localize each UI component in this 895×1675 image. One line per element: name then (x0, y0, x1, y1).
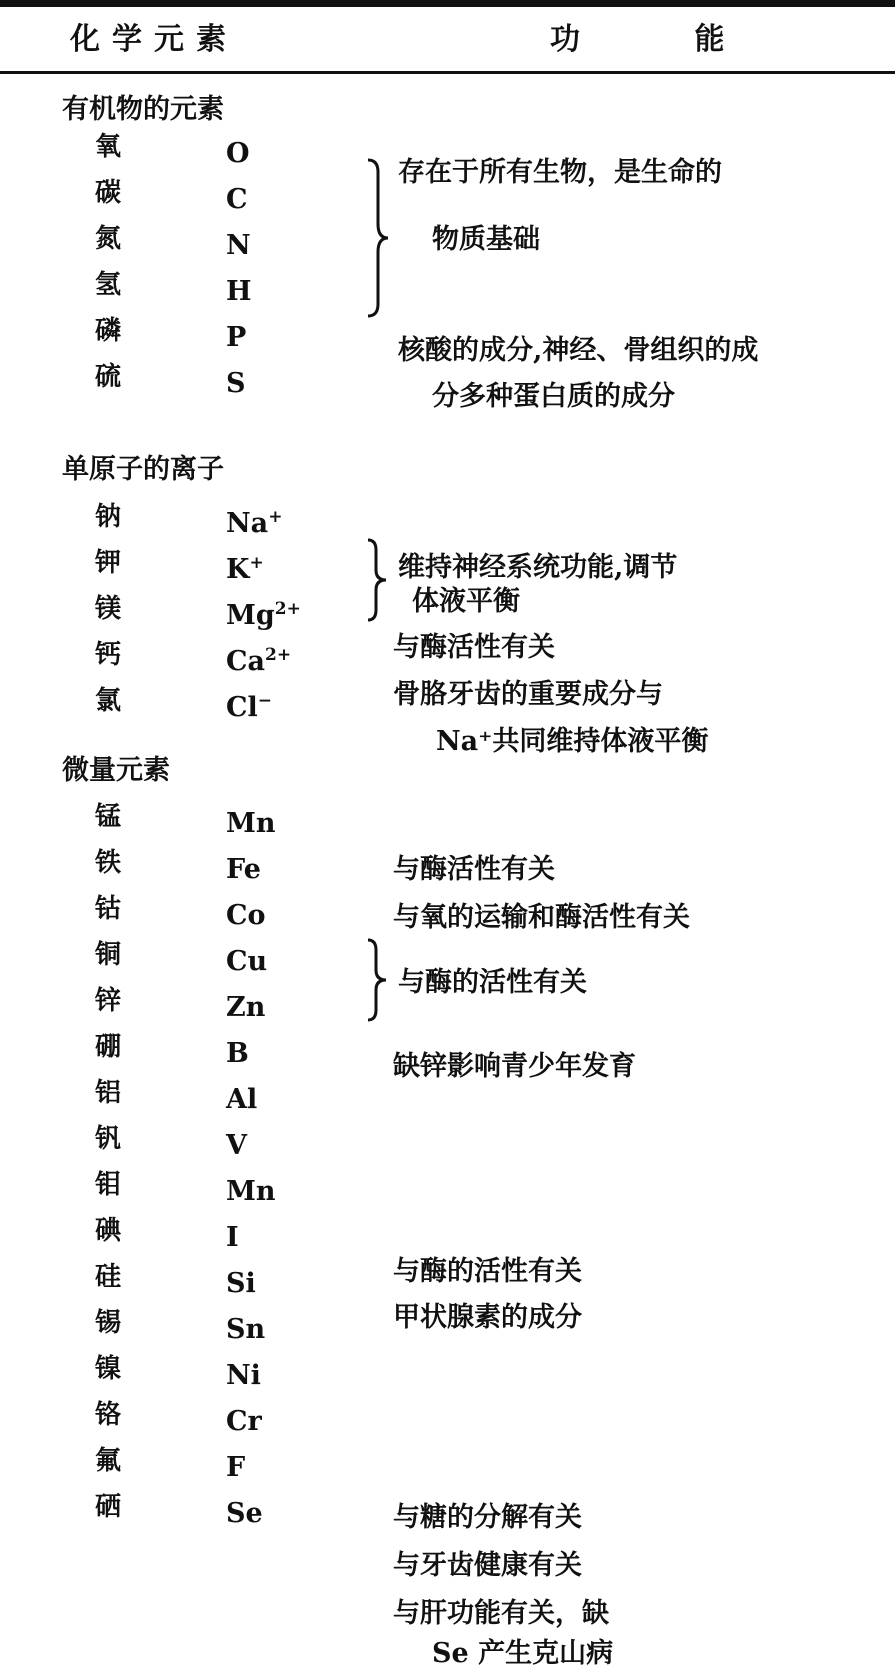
top-rule (0, 0, 895, 7)
section-title-ions: 单原子的离子 (62, 454, 224, 485)
function-text: 物质基础 (432, 224, 540, 255)
element-symbol: Si (226, 1268, 256, 1299)
element-symbol: I (226, 1222, 239, 1253)
element-row (0, 497, 895, 543)
element-symbol: F (226, 1452, 246, 1483)
element-name: 锡 (95, 1308, 122, 1338)
element-symbol: Na+ (226, 507, 283, 539)
element-name: 钾 (95, 548, 122, 578)
element-name: 铬 (95, 1400, 122, 1430)
element-name: 镁 (95, 594, 122, 624)
function-text: 甲状腺素的成分 (393, 1302, 582, 1333)
element-symbol: $Mg^{2+}$ (226, 599, 301, 631)
element-symbol: Fe (226, 854, 261, 885)
element-row (0, 1441, 895, 1487)
element-name: 硅 (95, 1262, 122, 1292)
section-title-organic: 有机物的元素 (62, 94, 224, 125)
function-text: 体液平衡 (412, 586, 520, 617)
element-symbol: Mn (226, 1176, 276, 1207)
element-symbol: S (226, 368, 246, 399)
element-row (0, 797, 895, 843)
element-name: 硒 (95, 1492, 122, 1522)
element-row (0, 1211, 895, 1257)
brace-cobalt-copper (364, 938, 394, 1022)
element-name: 钠 (95, 502, 122, 532)
element-name: 碳 (95, 178, 122, 208)
element-name: 镍 (95, 1354, 122, 1384)
element-name: 磷 (95, 316, 122, 346)
function-text: 存在于所有生物，是生命的 (398, 157, 722, 188)
function-text: 与氧的运输和酶活性有关 (393, 902, 690, 933)
function-text: 与酶活性有关 (393, 854, 555, 885)
element-symbol: Cu (226, 946, 268, 977)
element-symbol: N (226, 230, 251, 261)
element-symbol: V (226, 1130, 247, 1161)
function-text: 与牙齿健康有关 (393, 1550, 582, 1581)
element-row (0, 1395, 895, 1441)
function-text: 与酶活性有关 (393, 632, 555, 663)
header-rule (0, 71, 895, 74)
function-text: 骨胳牙齿的重要成分与 (393, 679, 663, 710)
element-symbol: Cr (226, 1406, 262, 1437)
element-symbol: Co (226, 900, 266, 931)
function-text: Se 产生克山病 (432, 1638, 614, 1669)
element-name: 钼 (95, 1170, 122, 1200)
function-text: 分多种蛋白质的成分 (432, 381, 675, 412)
element-name: 氟 (95, 1446, 122, 1476)
section-title-trace: 微量元素 (62, 755, 170, 786)
element-symbol: Cl− (226, 691, 272, 723)
function-text: 与肝功能有关，缺 (393, 1598, 609, 1629)
element-symbol: Zn (226, 992, 266, 1023)
element-name: 氧 (95, 132, 122, 162)
element-name: 硼 (95, 1032, 122, 1062)
element-name: 锰 (95, 802, 122, 832)
brace-sodium-potassium (364, 538, 394, 622)
element-symbol: Sn (226, 1314, 266, 1345)
element-symbol: Mn (226, 808, 276, 839)
header-element-column: 化学元素 (70, 22, 238, 57)
element-name: 铁 (95, 848, 122, 878)
element-row (0, 265, 895, 311)
function-text: 与酶的活性有关 (393, 1256, 582, 1287)
element-name: 氢 (95, 270, 122, 300)
element-symbol: $Ca^{2+}$ (226, 645, 292, 677)
element-symbol: B (226, 1038, 249, 1069)
element-name: 铜 (95, 940, 122, 970)
element-name: 氯 (95, 686, 122, 716)
element-name: 锌 (95, 986, 122, 1016)
brace-organic-group (364, 158, 394, 318)
element-name: 钴 (95, 894, 122, 924)
element-name: 氮 (95, 224, 122, 254)
function-text: 与酶的活性有关 (398, 967, 587, 998)
element-row (0, 1165, 895, 1211)
element-row (0, 1349, 895, 1395)
element-name: 碘 (95, 1216, 122, 1246)
element-symbol: H (226, 276, 252, 307)
element-symbol: Al (226, 1084, 258, 1115)
element-name: 铝 (95, 1078, 122, 1108)
element-symbol: Se (226, 1498, 263, 1529)
element-symbol: P (226, 322, 247, 353)
element-row (0, 1119, 895, 1165)
function-text: 维持神经系统功能,调节 (398, 552, 678, 583)
function-text: 核酸的成分,神经、骨组织的成 (398, 335, 759, 366)
function-text: 与糖的分解有关 (393, 1502, 582, 1533)
element-name: 钒 (95, 1124, 122, 1154)
element-symbol: O (226, 138, 250, 169)
element-name: 硫 (95, 362, 122, 392)
function-text: 缺锌影响青少年发育 (393, 1051, 636, 1082)
element-name: 钙 (95, 640, 122, 670)
element-symbol: C (226, 184, 248, 215)
element-symbol: K+ (226, 553, 264, 585)
header-function-column: 功 能 (550, 22, 777, 57)
element-symbol: Ni (226, 1360, 261, 1391)
function-text: Na⁺共同维持体液平衡 (436, 726, 709, 757)
